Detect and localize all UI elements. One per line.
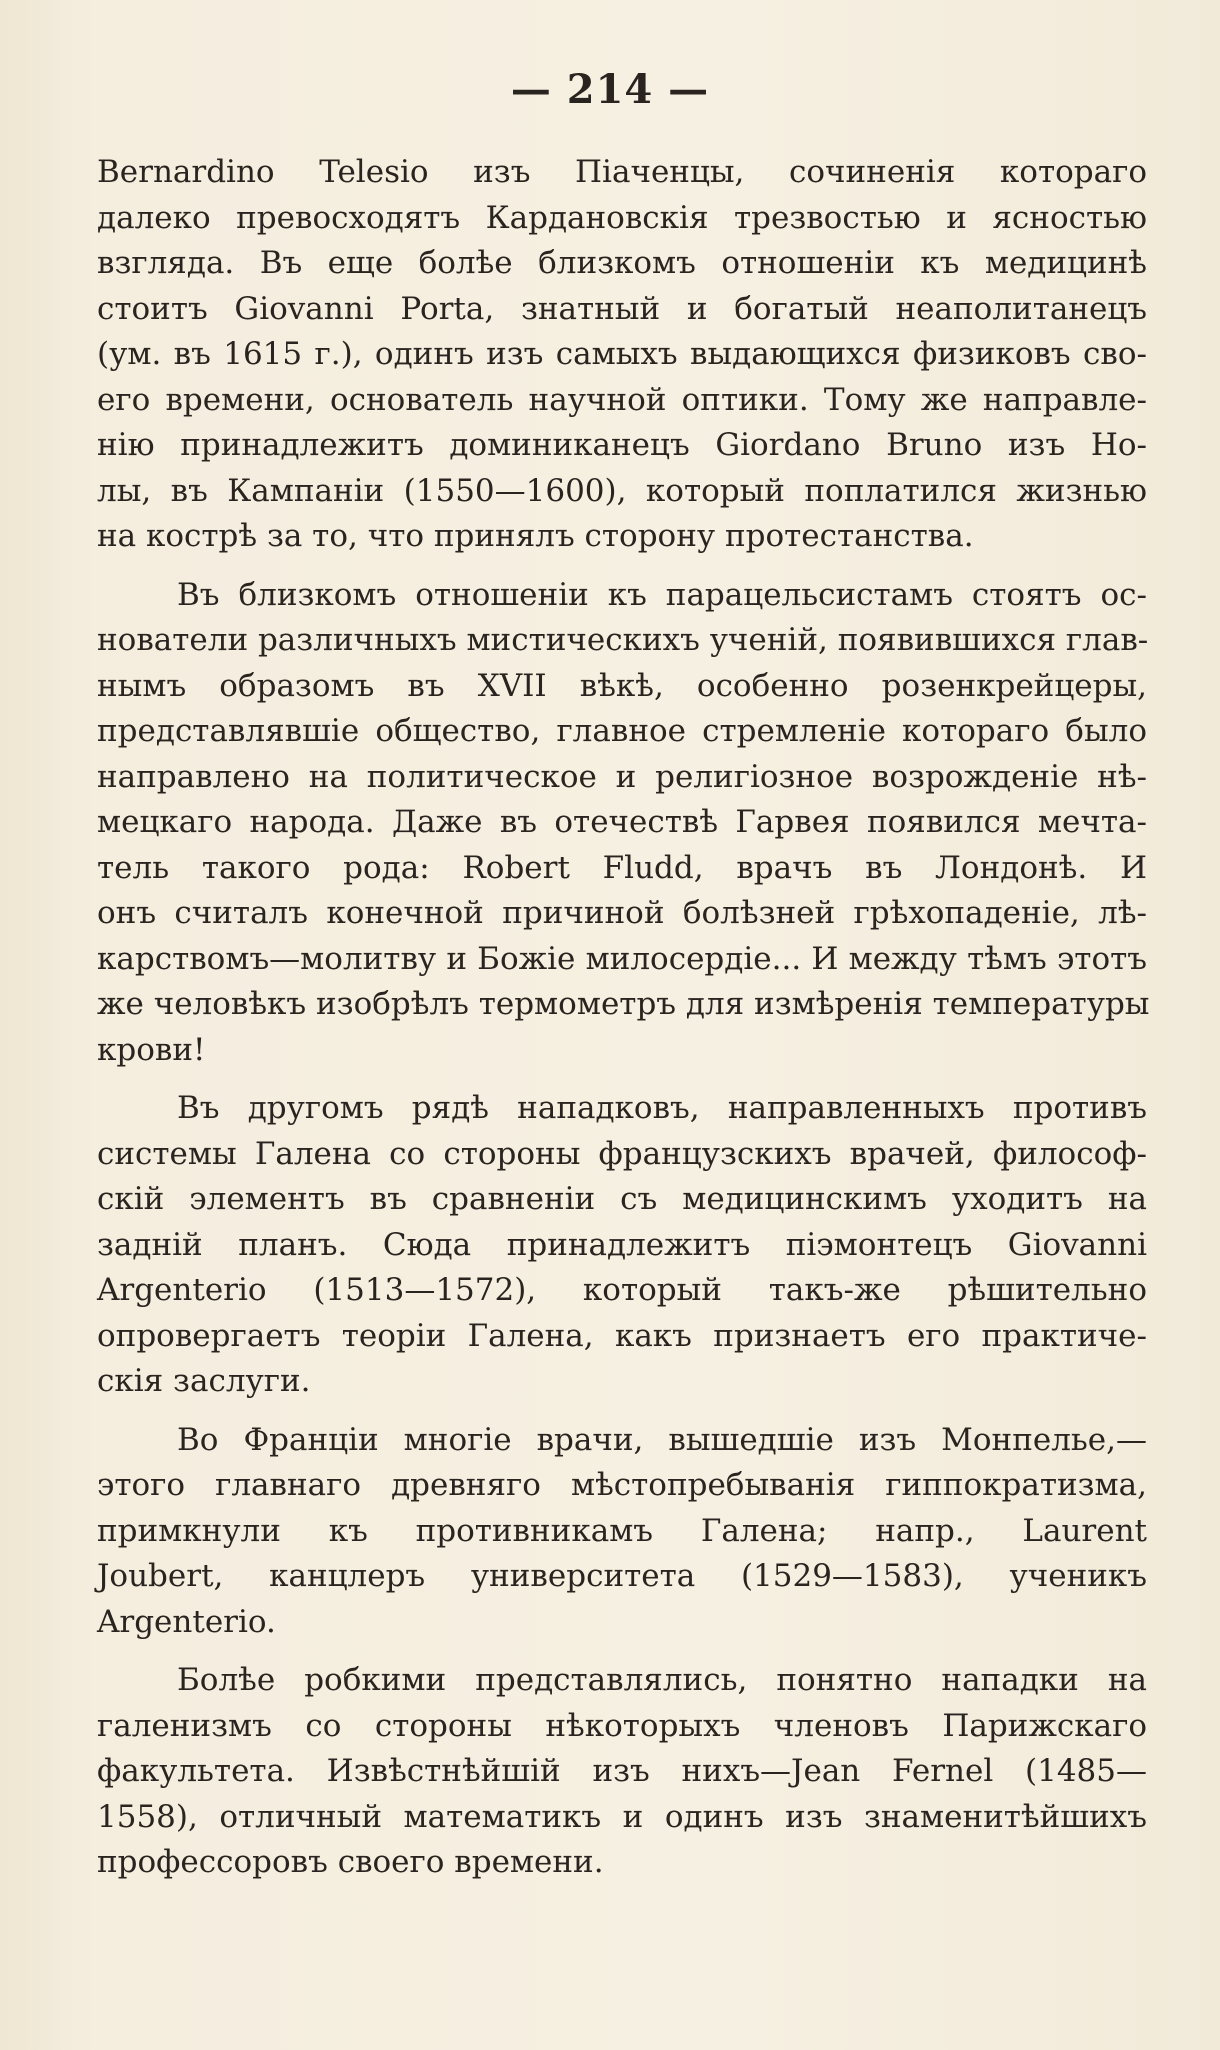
text-line: далеко превосходятъ Кардановскія трезвостью и ясностью — [97, 199, 1147, 236]
text-line: Во Франціи многіе врачи, вышедшіе изъ Монпелье,— — [177, 1421, 1147, 1458]
text-line: галенизмъ со стороны нѣкоторыхъ членовъ Парижскаго — [97, 1707, 1147, 1744]
text-line: нователи различныхъ мистическихъ ученій, появившихся глав- — [97, 622, 1149, 658]
text-line: этого главнаго древняго мѣстопребыванія гиппократизма, — [97, 1467, 1147, 1503]
text-line: Въ близкомъ отношеніи къ парацельсистамъ стоятъ ос- — [177, 576, 1147, 613]
paragraph-3 — [97, 1086, 1147, 1405]
text-line: нію принадлежитъ доминиканецъ Giordano Bruno изъ Но- — [97, 427, 1147, 463]
text-line: карствомъ—молитву и Божіе милосердіе... И между тѣмъ этотъ — [97, 940, 1147, 977]
text-line: Болѣе робкими представлялись, понятно нападки на — [177, 1662, 1147, 1698]
text-line: взгляда. Въ еще болѣе близкомъ отношеніи къ медицинѣ — [97, 245, 1147, 281]
paragraph-2 — [97, 573, 1150, 1074]
body-text — [97, 150, 1150, 1899]
text-line: его времени, основатель научной оптики. Тому же направле- — [97, 381, 1147, 418]
text-line: Въ другомъ рядѣ нападковъ, направленныхъ противъ — [177, 1090, 1147, 1126]
text-line: Argenterio. — [97, 1603, 276, 1640]
text-line: же человѣкъ изобрѣлъ термометръ для измѣренія температуры — [97, 986, 1150, 1022]
text-line: крови! — [97, 1031, 206, 1068]
text-line: направлено на политическое и религіозное возрожденіе нѣ- — [97, 758, 1147, 795]
text-line: 1558), отличный математикъ и одинъ изъ знаменитѣйшихъ — [97, 1798, 1147, 1835]
text-line: Bernardino Telesio изъ Піаченцы, сочиненія котораго — [97, 154, 1147, 190]
text-line: факультета. Извѣстнѣйшій изъ нихъ—Jean Fernel (1485— — [97, 1753, 1147, 1789]
text-line: системы Галена со стороны французскихъ врачей, философ- — [97, 1135, 1147, 1172]
paragraph-4 — [97, 1418, 1147, 1646]
text-line: представлявшіе общество, главное стремленіе котораго было — [97, 713, 1147, 749]
text-line: профессоровъ своего времени. — [97, 1844, 604, 1880]
page-number: — 214 — — [510, 66, 710, 113]
text-line: (ум. въ 1615 г.), одинъ изъ самыхъ выдающихся физиковъ сво- — [97, 336, 1147, 372]
text-line: онъ считалъ конечной причиной болѣзней грѣхопаденіе, лѣ- — [97, 895, 1147, 931]
text-line: лы, въ Кампаніи (1550—1600), который поплатился жизнью — [97, 472, 1147, 509]
text-line: нымъ образомъ въ XVII вѣкѣ, особенно розенкрейцеры, — [97, 667, 1147, 704]
text-line: Joubert, канцлеръ университета (1529—1583), ученикъ — [97, 1558, 1147, 1594]
text-line: примкнули къ противникамъ Галена; напр., Laurent — [97, 1512, 1147, 1549]
paragraph-1 — [97, 150, 1147, 560]
text-line: скій элементъ въ сравненіи съ медицинскимъ уходитъ на — [97, 1181, 1147, 1217]
text-line: скія заслуги. — [97, 1363, 311, 1399]
text-line: на кострѣ за то, что принялъ сторону протестанства. — [97, 518, 974, 554]
text-line: опровергаетъ теоріи Галена, какъ признаетъ его практиче- — [97, 1317, 1147, 1354]
text-line: мецкаго народа. Даже въ отечествѣ Гарвея появился мечта- — [97, 804, 1147, 840]
text-line: тель такого рода: Robert Fludd, врачъ въ Лондонѣ. И — [97, 849, 1147, 886]
text-line: стоитъ Giovanni Porta, знатный и богатый неаполитанецъ — [97, 290, 1147, 327]
paragraph-5 — [97, 1658, 1147, 1886]
text-line: задній планъ. Сюда принадлежитъ піэмонтецъ Giovanni — [97, 1226, 1147, 1263]
text-line: Argenterio (1513—1572), который такъ-же рѣшительно — [97, 1272, 1147, 1308]
